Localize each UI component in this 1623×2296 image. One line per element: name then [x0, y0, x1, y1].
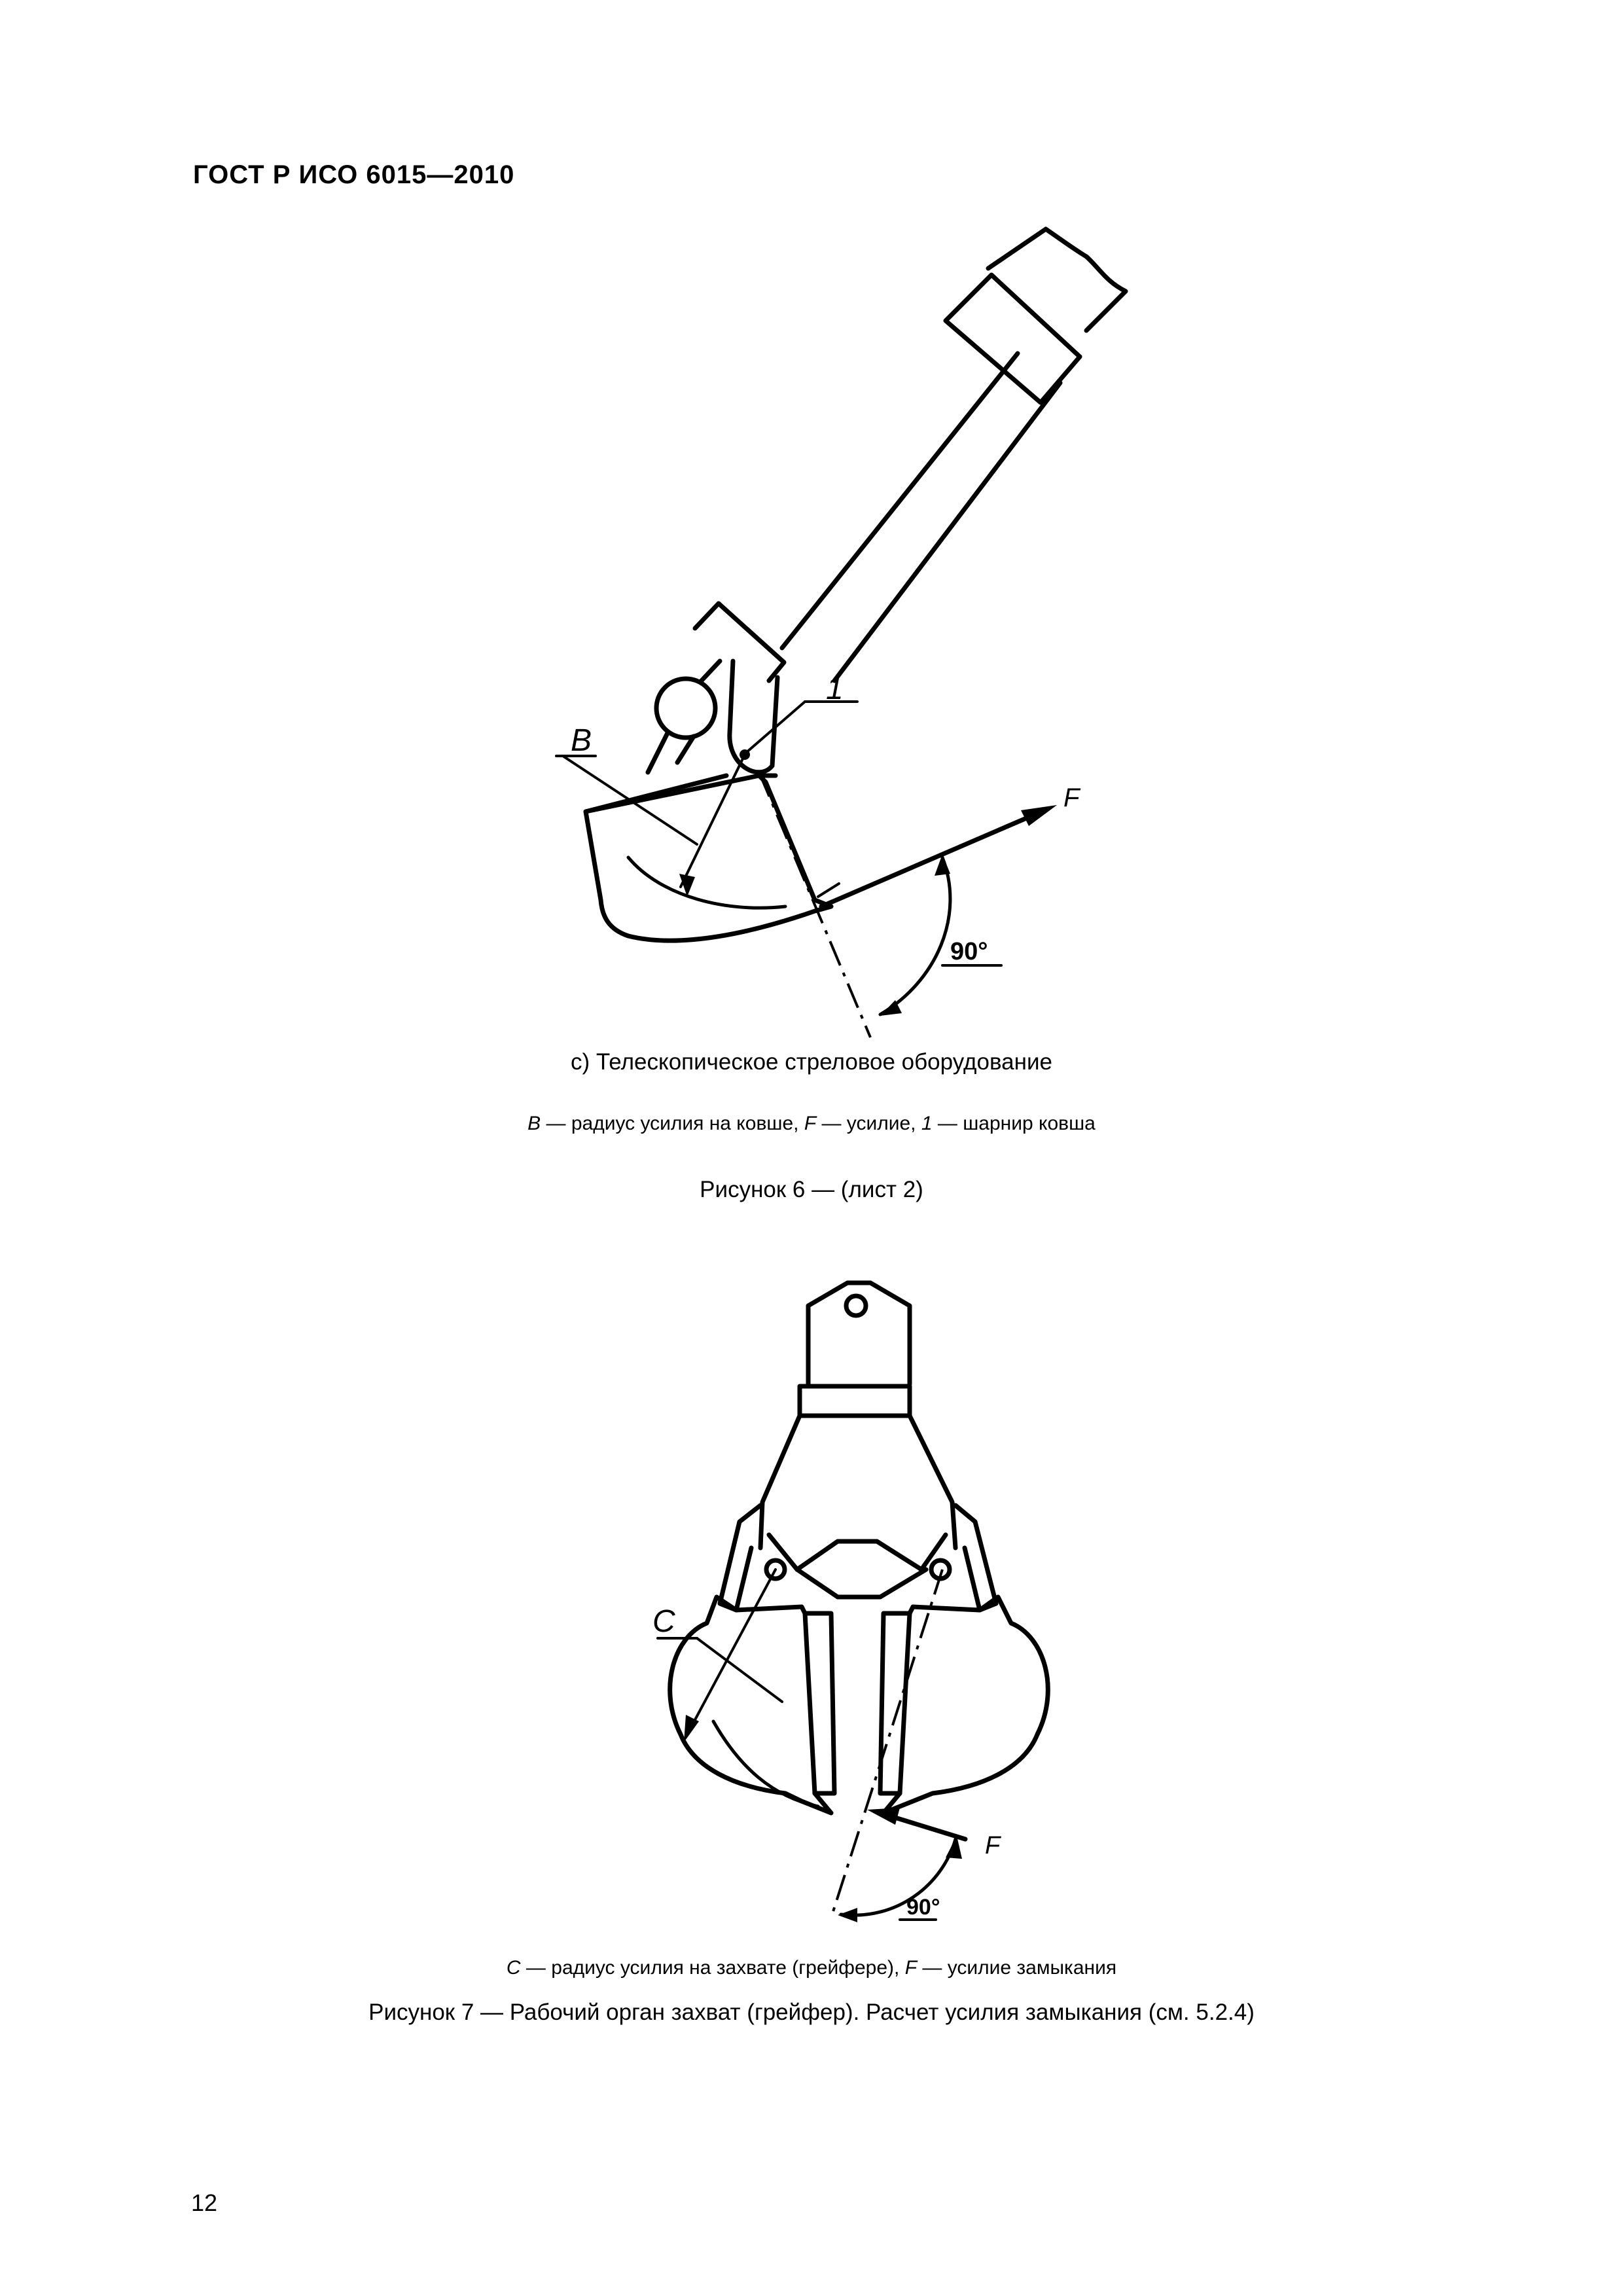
figure-6-subcaption: c) Телескопическое стреловое оборудование — [571, 1049, 1052, 1075]
legend-1-symbol: 1 — [921, 1113, 933, 1134]
figure-6-caption: Рисунок 6 — (лист 2) — [700, 1177, 923, 1202]
legend-b-symbol: B — [527, 1113, 541, 1134]
angle-label-fig6: 90° — [950, 938, 988, 965]
legend-1-text: — шарнир ковша — [932, 1113, 1096, 1134]
legend-c-symbol: C — [506, 1957, 521, 1979]
legend-f7-symbol: F — [904, 1957, 918, 1979]
figure-7-caption: Рисунок 7 — Рабочий орган захват (грейфер). Расчет усилия замыкания (см. 5.2.4) — [368, 2000, 1255, 2025]
document-header: ГОСТ Р ИСО 6015—2010 — [193, 160, 515, 189]
legend-f-symbol: F — [804, 1113, 817, 1134]
legend-f-text: — усилие, — [816, 1113, 921, 1134]
label-c: C — [652, 1604, 675, 1639]
legend-f7-text: — усилие замыкания — [917, 1957, 1117, 1979]
label-1: 1 — [826, 672, 844, 706]
angle-label-fig7: 90° — [906, 1895, 940, 1920]
label-b: B — [571, 723, 592, 758]
legend-c-text: — радиус усилия на захвате (грейфере), — [520, 1957, 905, 1979]
label-f-fig6: F — [1063, 783, 1080, 812]
legend-b-text: — радиус усилия на ковше, — [541, 1113, 804, 1134]
figure-7-legend — [0, 1957, 1623, 1979]
label-f-fig7: F — [985, 1832, 1001, 1859]
page-number: 12 — [191, 2189, 218, 2216]
